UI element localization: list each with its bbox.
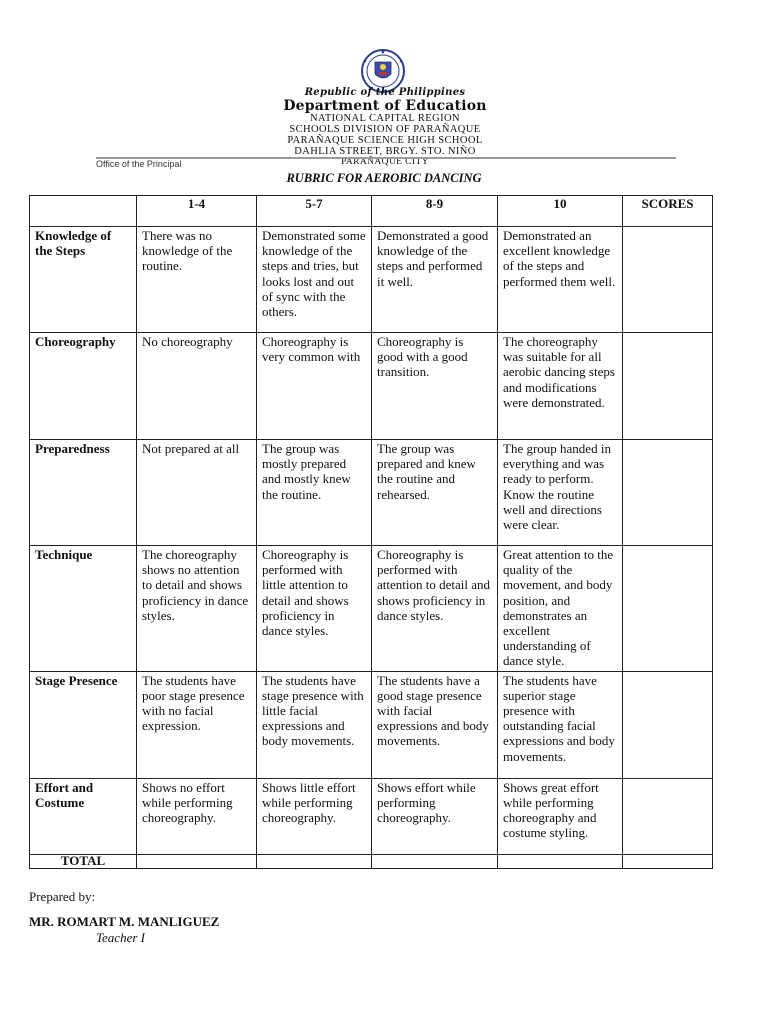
rubric-table [29, 195, 713, 869]
total-label: TOTAL [30, 854, 137, 868]
table-cell: Shows little effort while performing choreography. [257, 778, 372, 854]
table-cell: Demonstrated a good knowledge of the steps and performed it well. [372, 227, 498, 333]
table-cell: There was no knowledge of the routine. [137, 227, 257, 333]
table-cell: Choreography is very common with [257, 333, 372, 440]
table-cell: The students have a good stage presence with facial expressions and body movements. [372, 671, 498, 778]
score-cell [623, 546, 713, 672]
page-title: RUBRIC FOR AEROBIC DANCING [286, 171, 482, 185]
criterion-cell: Effort and Costume [30, 778, 137, 854]
column-header: 10 [498, 196, 623, 227]
table-cell: Not prepared at all [137, 440, 257, 546]
teacher-name: MR. ROMART M. MANLIGUEZ [29, 914, 220, 929]
table-cell: Shows effort while performing choreography. [372, 778, 498, 854]
table-row [30, 227, 713, 333]
table-cell: Shows no effort while performing choreography. [137, 778, 257, 854]
score-cell [623, 333, 713, 440]
table-cell: No choreography [137, 333, 257, 440]
score-cell [623, 778, 713, 854]
column-header: SCORES [623, 196, 713, 227]
table-row [30, 440, 713, 546]
column-header: 1-4 [137, 196, 257, 227]
prepared-by-label: Prepared by: [29, 889, 96, 904]
column-header: 5-7 [257, 196, 372, 227]
table-cell: The group handed in everything and was ready to perform. Know the routine well and directions were clear. [498, 440, 623, 546]
score-cell [623, 854, 713, 868]
letterhead-divider [96, 157, 676, 159]
table-cell: Choreography is good with a good transition. [372, 333, 498, 440]
table-cell: Great attention to the quality of the movement, and body position, and demonstrates an excellent understanding of dance style. [498, 546, 623, 672]
letterhead-department: Department of Education [283, 98, 487, 114]
criterion-cell: Technique [30, 546, 137, 672]
table-header-row [30, 196, 713, 227]
letterhead-republic: Republic of the Philippines [304, 87, 466, 98]
table-cell [372, 854, 498, 868]
table-cell: The students have poor stage presence with no facial expression. [137, 671, 257, 778]
table-cell: The group was prepared and knew the routine and rehearsed. [372, 440, 498, 546]
letterhead [250, 88, 520, 168]
table-cell: Shows great effort while performing choreography and costume styling. [498, 778, 623, 854]
table-cell: The choreography was suitable for all aerobic dancing steps and modifications were demonstrated. [498, 333, 623, 440]
column-header: 8-9 [372, 196, 498, 227]
table-cell: The group was mostly prepared and mostly knew the routine. [257, 440, 372, 546]
letterhead-division: SCHOOLS DIVISION OF PARAÑAQUE [289, 124, 481, 135]
teacher-position: Teacher I [96, 930, 145, 945]
score-cell [623, 671, 713, 778]
table-cell: The students have stage presence with little facial expressions and body movements. [257, 671, 372, 778]
table-cell: Choreography is performed with attention to detail and shows proficiency in dance styles. [372, 546, 498, 672]
table-row [30, 778, 713, 854]
score-cell [623, 227, 713, 333]
criterion-cell: Stage Presence [30, 671, 137, 778]
table-cell: The choreography shows no attention to detail and shows proficiency in dance styles. [137, 546, 257, 672]
criterion-cell: Knowledge of the Steps [30, 227, 137, 333]
table-cell [498, 854, 623, 868]
criterion-cell: Preparedness [30, 440, 137, 546]
total-row [30, 854, 713, 868]
table-row [30, 546, 713, 672]
criterion-cell: Choreography [30, 333, 137, 440]
score-cell [623, 440, 713, 546]
letterhead-city: PARAÑAQUE CITY [341, 157, 429, 167]
letterhead-region: NATIONAL CAPITAL REGION [310, 113, 460, 124]
table-row [30, 671, 713, 778]
table-cell [257, 854, 372, 868]
table-row [30, 333, 713, 440]
column-header [30, 196, 137, 227]
letterhead-school: PARAÑAQUE SCIENCE HIGH SCHOOL [287, 135, 483, 146]
table-cell: Demonstrated an excellent knowledge of the steps and performed them well. [498, 227, 623, 333]
table-cell: Demonstrated some knowledge of the steps and tries, but looks lost and out of sync with the others. [257, 227, 372, 333]
office-label: Office of the Principal [96, 159, 182, 169]
letterhead-street: DAHLIA STREET, BRGY. STO. NIÑO [294, 146, 476, 157]
table-cell [137, 854, 257, 868]
table-cell: Choreography is performed with little attention to detail and shows proficiency in dance styles. [257, 546, 372, 672]
table-cell: The students have superior stage presence with outstanding facial expressions and body movements. [498, 671, 623, 778]
